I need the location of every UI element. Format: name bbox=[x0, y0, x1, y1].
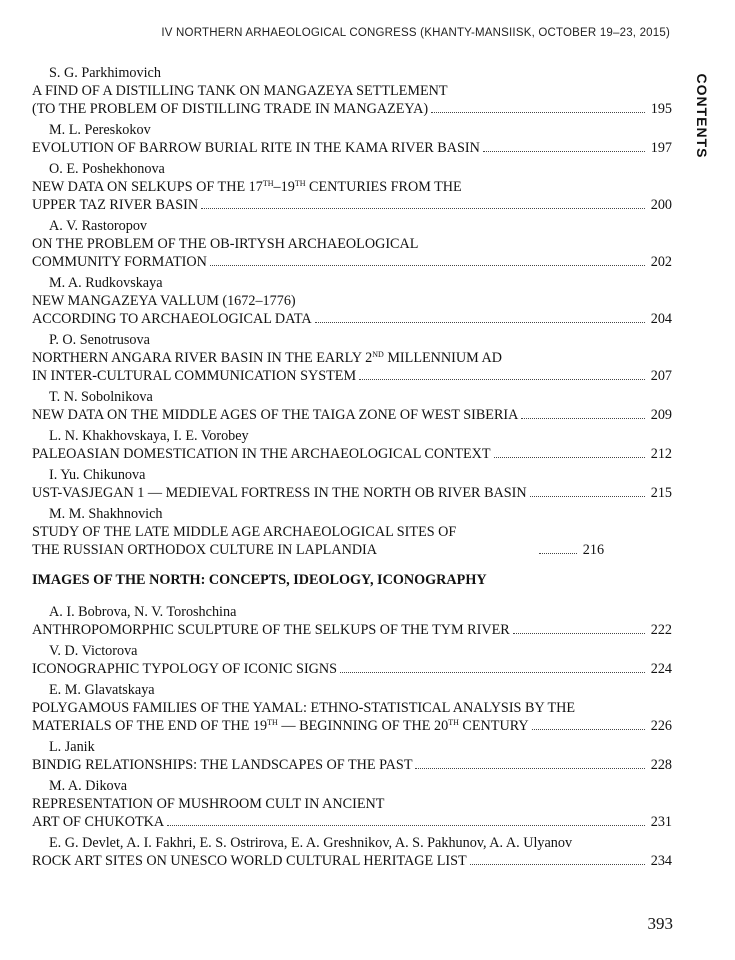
entry-author: E. G. Devlet, A. I. Fakhri, E. S. Ostrirova, E. A. Greshnikov, A. S. Pakhunov, A. A. Ulyanov bbox=[49, 835, 573, 851]
entry-title-text: ANTHROPOMORPHIC SCULPTURE OF THE SELKUPS OF THE TYM RIVER bbox=[32, 622, 510, 638]
dot-leader bbox=[513, 624, 645, 634]
entry-title-text: EVOLUTION OF BARROW BURIAL RITE IN THE KAMA RIVER BASIN bbox=[32, 140, 480, 156]
entry-author: M. A. Rudkovskaya bbox=[49, 275, 163, 291]
entry-author: A. V. Rastoropov bbox=[49, 218, 148, 234]
superscript: TH bbox=[448, 718, 459, 727]
toc-entry[interactable] bbox=[32, 388, 672, 424]
entry-title-line: STUDY OF THE LATE MIDDLE AGE ARCHAEOLOGICAL SITES OF bbox=[32, 524, 457, 540]
table-of-contents bbox=[32, 64, 672, 873]
dot-leader bbox=[431, 103, 645, 113]
toc-entry[interactable] bbox=[32, 834, 672, 870]
page-number: 393 bbox=[647, 914, 673, 933]
title-part: CENTURIES FROM THE bbox=[305, 179, 462, 195]
dot-leader bbox=[167, 816, 645, 826]
entry-title-line: A FIND OF A DISTILLING TANK ON MANGAZEYA SETTLEMENT bbox=[32, 83, 448, 99]
title-part: — BEGINNING OF THE 20 bbox=[277, 718, 449, 734]
entry-page-number: 228 bbox=[650, 757, 672, 773]
entry-title-text: UST-VASJEGAN 1 — MEDIEVAL FORTRESS IN THE NORTH OB RIVER BASIN bbox=[32, 485, 527, 501]
toc-entry[interactable] bbox=[32, 121, 672, 157]
superscript: TH bbox=[267, 718, 278, 727]
entry-title-line: ON THE PROBLEM OF THE OB-IRTYSH ARCHAEOLOGICAL bbox=[32, 236, 419, 252]
toc-entry[interactable] bbox=[32, 217, 672, 271]
entry-page-number: 234 bbox=[650, 853, 672, 869]
entry-page-number: 195 bbox=[650, 101, 672, 117]
entry-title-line bbox=[32, 178, 672, 196]
dot-leader bbox=[415, 759, 645, 769]
entry-title-text: THE RUSSIAN ORTHODOX CULTURE IN LAPLANDIA bbox=[32, 542, 378, 558]
entry-author: L. N. Khakhovskaya, I. E. Vorobey bbox=[49, 428, 249, 444]
entry-title-last-line bbox=[32, 310, 672, 328]
entry-title-last-line bbox=[32, 756, 672, 774]
entry-page-number: 231 bbox=[650, 814, 672, 830]
entry-title-text: COMMUNITY FORMATION bbox=[32, 254, 207, 270]
toc-entry[interactable] bbox=[32, 777, 672, 831]
entry-author: L. Janik bbox=[49, 739, 95, 755]
dot-leader bbox=[532, 720, 645, 730]
title-part: –19 bbox=[273, 179, 295, 195]
toc-entry[interactable] bbox=[32, 738, 672, 774]
superscript: ND bbox=[372, 350, 384, 359]
entry-title-last-line bbox=[32, 717, 672, 735]
entry-author: A. I. Bobrova, N. V. Toroshchina bbox=[49, 604, 237, 620]
entry-page-number: 200 bbox=[650, 197, 672, 213]
contents-side-tab-label: CONTENTS bbox=[694, 73, 710, 159]
dot-leader bbox=[359, 370, 645, 380]
toc-entry[interactable] bbox=[32, 681, 672, 735]
entry-page-number: 212 bbox=[650, 446, 672, 462]
entry-title-last-line bbox=[32, 660, 672, 678]
entry-author: P. O. Senotrusova bbox=[49, 332, 150, 348]
entry-title-line: NEW MANGAZEYA VALLUM (1672–1776) bbox=[32, 293, 296, 309]
toc-entry[interactable] bbox=[32, 160, 672, 214]
title-part: NEW DATA ON SELKUPS OF THE 17 bbox=[32, 179, 263, 195]
contents-side-tab bbox=[690, 66, 714, 166]
entry-title-text: ART OF CHUKOTKA bbox=[32, 814, 165, 830]
entry-title-text: BINDIG RELATIONSHIPS: THE LANDSCAPES OF THE PAST bbox=[32, 757, 413, 773]
entry-title-last-line bbox=[32, 253, 672, 271]
entry-title-text: (TO THE PROBLEM OF DISTILLING TRADE IN MANGAZEYA) bbox=[32, 101, 429, 117]
entry-author: M. A. Dikova bbox=[49, 778, 128, 794]
dot-leader bbox=[521, 409, 645, 419]
running-header: IV NORTHERN ARHAEOLOGICAL CONGRESS (KHANTY-MANSIISK, OCTOBER 19–23, 2015) bbox=[161, 27, 670, 39]
entry-title-last-line bbox=[32, 484, 672, 502]
entry-page-number: 207 bbox=[650, 368, 672, 384]
entry-page-number: 209 bbox=[650, 407, 672, 423]
entry-title-text: UPPER TAZ RIVER BASIN bbox=[32, 197, 199, 213]
entry-title-text: ROCK ART SITES ON UNESCO WORLD CULTURAL HERITAGE LIST bbox=[32, 853, 467, 869]
dot-leader bbox=[494, 448, 645, 458]
entry-title-last-line bbox=[32, 813, 672, 831]
dot-leader bbox=[483, 142, 645, 152]
toc-entry[interactable] bbox=[32, 331, 672, 385]
entry-page-number: 226 bbox=[650, 718, 672, 734]
toc-entry[interactable] bbox=[32, 274, 672, 328]
entry-title-last-line bbox=[32, 445, 672, 463]
entry-author: E. M. Glavatskaya bbox=[49, 682, 155, 698]
entry-author: V. D. Victorova bbox=[49, 643, 138, 659]
entry-title-text: NEW DATA ON THE MIDDLE AGES OF THE TAIGA ZONE OF WEST SIBERIA bbox=[32, 407, 519, 423]
entry-page-number: 197 bbox=[650, 140, 672, 156]
entry-title-text: PALEOASIAN DOMESTICATION IN THE ARCHAEOLOGICAL CONTEXT bbox=[32, 446, 491, 462]
toc-entry[interactable] bbox=[32, 505, 672, 559]
entry-title-last-line bbox=[32, 196, 672, 214]
entry-title-last-line bbox=[32, 541, 672, 559]
dot-leader bbox=[340, 663, 645, 673]
entry-title-last-line bbox=[32, 621, 672, 639]
entry-title-line: REPRESENTATION OF MUSHROOM CULT IN ANCIENT bbox=[32, 796, 385, 812]
toc-entry[interactable] bbox=[32, 603, 672, 639]
entry-author: I. Yu. Chikunova bbox=[49, 467, 146, 483]
title-part: NORTHERN ANGARA RIVER BASIN IN THE EARLY 2 bbox=[32, 350, 373, 366]
superscript: TH bbox=[294, 179, 306, 188]
entry-author: M. L. Pereskokov bbox=[49, 122, 151, 138]
entry-title-text: ICONOGRAPHIC TYPOLOGY OF ICONIC SIGNS bbox=[32, 661, 338, 677]
entry-title-last-line bbox=[32, 406, 672, 424]
entry-page-number: 224 bbox=[650, 661, 672, 677]
entry-title-last-line bbox=[32, 100, 672, 118]
toc-entry[interactable] bbox=[32, 427, 672, 463]
entry-title-line bbox=[32, 349, 672, 367]
dot-leader bbox=[315, 313, 645, 323]
toc-entry[interactable] bbox=[32, 466, 672, 502]
entry-title-text: IN INTER-CULTURAL COMMUNICATION SYSTEM bbox=[32, 368, 357, 384]
superscript: TH bbox=[262, 179, 274, 188]
entry-page-number: 202 bbox=[650, 254, 672, 270]
entry-page-number: 204 bbox=[650, 311, 672, 327]
title-part: MATERIALS OF THE END OF THE 19 bbox=[32, 718, 268, 734]
entry-title-text bbox=[32, 717, 529, 735]
toc-entry[interactable] bbox=[32, 642, 672, 678]
entry-author: T. N. Sobolnikova bbox=[49, 389, 153, 405]
dot-leader bbox=[201, 199, 645, 209]
entry-author: M. M. Shakhnovich bbox=[49, 506, 163, 522]
title-part: CENTURY bbox=[458, 718, 529, 734]
entry-page-number: 222 bbox=[650, 622, 672, 638]
dot-leader bbox=[530, 487, 645, 497]
dot-leader bbox=[210, 256, 645, 266]
entry-title-line: POLYGAMOUS FAMILIES OF THE YAMAL: ETHNO-STATISTICAL ANALYSIS BY THE bbox=[32, 700, 576, 716]
toc-entry[interactable] bbox=[32, 64, 672, 118]
dot-leader bbox=[470, 855, 645, 865]
entry-title-last-line bbox=[32, 367, 672, 385]
entry-title-last-line bbox=[32, 139, 672, 157]
entry-title-last-line bbox=[32, 852, 672, 870]
entry-author: S. G. Parkhimovich bbox=[49, 65, 161, 81]
entry-page-number: 216 bbox=[582, 542, 605, 558]
entry-title-text: ACCORDING TO ARCHAEOLOGICAL DATA bbox=[32, 311, 312, 327]
entry-author: O. E. Poshekhonova bbox=[49, 161, 165, 177]
entry-page-number: 215 bbox=[650, 485, 672, 501]
title-part: MILLENNIUM AD bbox=[383, 350, 502, 366]
dot-leader bbox=[539, 544, 577, 554]
section-heading: IMAGES OF THE NORTH: CONCEPTS, IDEOLOGY, ICONOGRAPHY bbox=[32, 572, 487, 588]
